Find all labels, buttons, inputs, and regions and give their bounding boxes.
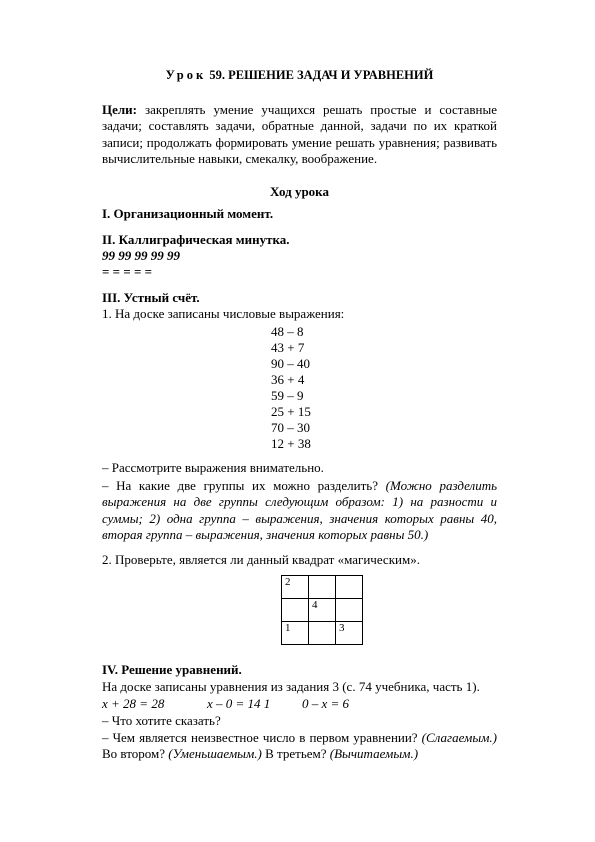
section-4-heading: IV. Решение уравнений.: [102, 662, 242, 677]
question-4-part: Во втором?: [102, 746, 165, 762]
expression-item: 90 – 40: [271, 356, 310, 371]
course-heading: Ход урока: [270, 184, 329, 199]
question-4: [102, 730, 497, 763]
magic-square: [281, 575, 363, 645]
question-2-text: – На какие две группы их можно разделить?: [102, 478, 378, 493]
lesson-title: [102, 68, 497, 84]
goals-label: Цели:: [102, 102, 137, 117]
question-3: – Что хотите сказать?: [102, 713, 221, 728]
calligraphy-line-2: = = = = =: [102, 264, 153, 279]
question-2: [102, 478, 497, 543]
magic-square-cell: [282, 599, 309, 622]
equations-intro: На доске записаны уравнения из задания 3 (с. 74 учебника, часть 1).: [102, 679, 480, 694]
magic-square-cell: 3: [336, 622, 363, 645]
magic-square-cell: [336, 576, 363, 599]
goals-text: закреплять умение учащихся решать простые и составные задачи; составлять задачи, обратные данной, задачи по их краткой записи; продолжать формировать умение решать уравнения; развивать вычислительные навыки, смекалку, воображение.: [102, 102, 497, 166]
equation-item: x + 28 = 28: [102, 696, 165, 711]
task-1-text: 1. На доске записаны числовые выражения:: [102, 306, 345, 321]
lesson-title-rest: 59. РЕШЕНИЕ ЗАДАЧ И УРАВНЕНИЙ: [206, 68, 434, 82]
expression-item: 48 – 8: [271, 324, 304, 339]
expression-item: 12 + 38: [271, 436, 311, 451]
magic-square-cell: 1: [282, 622, 309, 645]
expression-item: 43 + 7: [271, 340, 305, 355]
magic-square-cell: [336, 599, 363, 622]
expression-item: 59 – 9: [271, 388, 304, 403]
calligraphy-line-1: 99 99 99 99 99: [102, 248, 180, 263]
question-4-answer: (Уменьшаемым.): [165, 746, 262, 762]
lesson-goals: [102, 102, 497, 167]
question-2-answer: (Можно разделить выражения на две группы следующим образом: 1) на разности и суммы; 2) одна группа – выражения, значения которых равны 40, вторая группа – выражения, значения которых равны 50.): [102, 478, 498, 542]
question-4-part: В третьем?: [261, 746, 327, 762]
lesson-word: Урок: [165, 68, 207, 82]
section-3-heading: III. Устный счёт.: [102, 290, 200, 305]
expression-item: 36 + 4: [271, 372, 305, 387]
magic-square-cell: [309, 576, 336, 599]
task-2-text: 2. Проверьте, является ли данный квадрат «магическим».: [102, 552, 420, 567]
magic-square-row: [282, 576, 363, 599]
equation-item: x – 0 = 14 1: [207, 696, 271, 711]
magic-square-cell: 4: [309, 599, 336, 622]
section-2-heading: II. Каллиграфическая минутка.: [102, 232, 290, 247]
question-1: – Рассмотрите выражения внимательно.: [102, 460, 324, 475]
question-4-part: – Чем является неизвестное число в первом уравнении?: [102, 730, 418, 745]
question-4-answer: (Вычитаемым.): [326, 746, 419, 762]
magic-square-row: [282, 599, 363, 622]
section-1-heading: I. Организационный момент.: [102, 206, 274, 221]
expression-item: 70 – 30: [271, 420, 310, 435]
magic-square-cell: [309, 622, 336, 645]
equation-item: 0 – x = 6: [302, 696, 350, 711]
magic-square-cell: 2: [282, 576, 309, 599]
question-4-answer: (Слагаемым.): [417, 730, 498, 745]
expression-list: [271, 324, 351, 452]
magic-square-row: [282, 622, 363, 645]
expression-item: 25 + 15: [271, 404, 311, 419]
